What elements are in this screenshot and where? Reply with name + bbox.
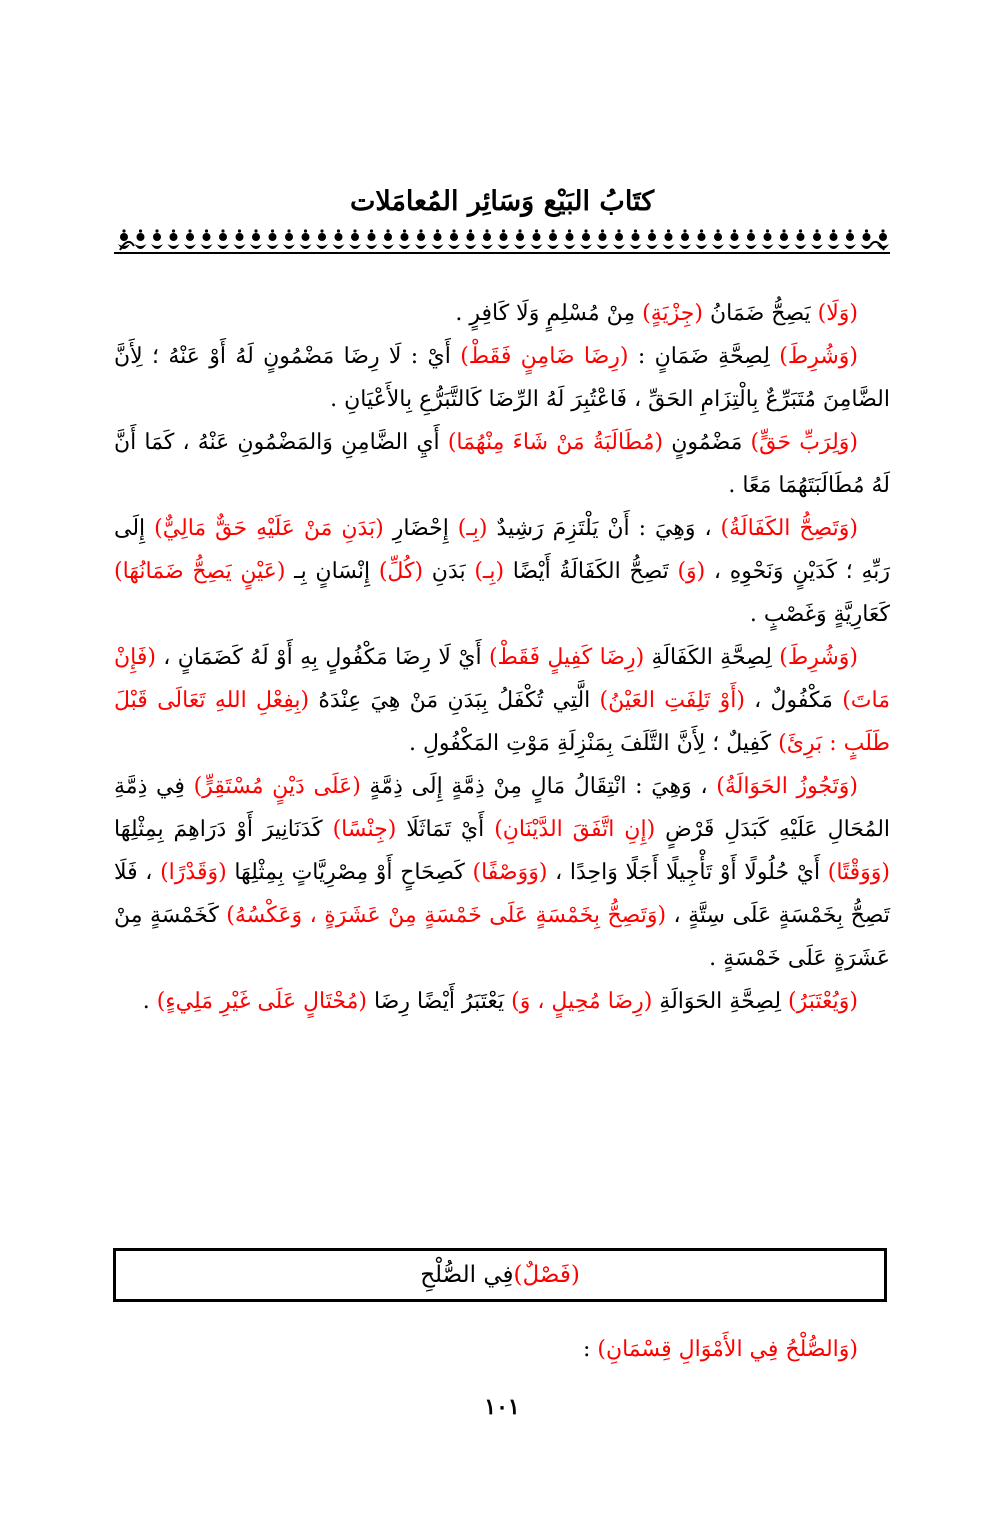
- sharh-text: تَصِحُّ الكَفَالَةُ أَيْضًا: [504, 559, 678, 584]
- sharh-text: ، وَهِيَ : انْتِقَالُ مَالٍ مِنْ ذِمَّةٍ إِلَى ذِمَّةٍ: [360, 774, 717, 799]
- matn-text: (وَتَصِحُّ الكَفَالَةُ): [720, 516, 858, 541]
- sharh-text: لِصِحَّةِ الكَفَالَةِ: [644, 645, 780, 670]
- matn-text: (مُطَالَبَةُ مَنْ شَاءَ مِنْهُمَا): [447, 430, 664, 455]
- matn-text: (وَيُعْتَبَرُ): [788, 989, 858, 1014]
- matn-text: (جِزْيَةٍ): [642, 301, 703, 326]
- book-title: كتَابُ البَيْع وَسَائِر المُعامَلات: [349, 186, 655, 217]
- matn-text: (فَإِنْ مَاتَ): [114, 645, 890, 713]
- matn-text: (وَلِرَبِّ حَقٍّ): [750, 430, 858, 455]
- matn-text: (وَقَدْرًا): [160, 860, 227, 885]
- paragraph: [114, 636, 890, 765]
- sharh-text: أَيْ لَا رِضَا مَكْفُولٍ بِهِ أَوْ لَهُ كَضَمَانٍ ،: [155, 645, 489, 670]
- sharh-text: لِصِحَّةِ الحَوَالَةِ: [652, 989, 789, 1014]
- matn-text: (جِنْسًا): [332, 817, 397, 842]
- sharh-text: بَدَنِ: [423, 559, 475, 584]
- sharh-text: كَدَنَانِيرَ أَوْ دَرَاهِمَ بِمِثْلِهَا: [114, 817, 333, 842]
- sharh-text: كَصِحَاحٍ أَوْ مِصْرِيَّاتٍ بِمِثْلِهَا: [226, 860, 473, 885]
- sharh-text: مَكْفُولٌ ،: [744, 688, 843, 713]
- sharh-text: أَيْ : لَا رِضَا مَضْمُونٍ لَهُ أَوْ عَنْهُ ؛ لِأَنَّ الضَّامِنَ مُتَبَرِّعٌ بِالْتِزَامِ الحَقِّ ، فَاعْتُبِرَ لَهُ الرِّضَا كَالتَّبَرُّعِ بِالأَعْيَانِ .: [114, 344, 890, 412]
- sharh-text: كَخَمْسَةٍ مِنْ عَشَرَةٍ عَلَى خَمْسَةٍ .: [114, 903, 890, 971]
- sharh-text: الَّتِي تُكْفَلُ بِبَدَنِ مَنْ هِيَ عِنْدَهُ: [309, 688, 600, 713]
- sharh-text: يَعْتَبَرُ أَيْضًا رِضَا: [366, 989, 512, 1014]
- section-heading-title: فِي الصُّلْحِ: [420, 1262, 514, 1288]
- sharh-text: إِنْسَانٍ بِـ: [285, 559, 379, 584]
- matn-text: (وَتَصِحُّ بِخَمْسَةٍ عَلَى خَمْسَةٍ مِنْ عَشَرَةٍ ، وَعَكْسُهُ): [226, 903, 667, 928]
- section-opening-text: :: [582, 1337, 598, 1362]
- sharh-text: أَيْ تَمَاثَلَا: [396, 817, 495, 842]
- sharh-text: مِنْ مُسْلِمٍ وَلَا كَافِرٍ .: [455, 301, 643, 326]
- matn-text: (إِنِ اتَّفَقَ الدَّيْنَانِ): [494, 817, 656, 842]
- sharh-text: أَيِ الضَّامِنِ وَالمَضْمُونِ عَنْهُ ، كَمَا أَنَّ لَهُ مُطَالَبَتَهُمَا مَعًا .: [114, 430, 890, 498]
- section-heading-label: (فَصْلٌ): [513, 1262, 580, 1288]
- sharh-text: إِحْضَارِ: [383, 516, 458, 541]
- matn-text: (بِفِعْلِ اللهِ تَعَالَى قَبْلَ طَلَبٍ : بَرِئَ): [114, 688, 890, 756]
- matn-text: (وَشُرِطَ): [779, 344, 858, 369]
- decorative-border-ornament: [114, 228, 890, 256]
- matn-text: (بَدَنِ مَنْ عَلَيْهِ حَقٌّ مَالِيٌّ): [154, 516, 384, 541]
- sharh-text: لِصِحَّةِ ضَمَانٍ :: [628, 344, 780, 369]
- body-text: [114, 292, 890, 1023]
- matn-text: (مُحْتَالٍ عَلَى غَيْرِ مَلِيءٍ): [156, 989, 367, 1014]
- matn-text: (كُلِّ): [378, 559, 424, 584]
- paragraph: [114, 335, 890, 421]
- sharh-text: ، وَهِيَ : أَنْ يَلْتَزِمَ رَشِيدٌ: [487, 516, 721, 541]
- section-opening-emphasis: (وَالصُّلْحُ فِي الأَمْوَالِ قِسْمَانِ): [597, 1337, 858, 1362]
- matn-text: (رِضَا مُحِيلٍ ، وَ): [511, 989, 653, 1014]
- paragraph: [114, 421, 890, 507]
- matn-text: (عَيْنٍ يَصِحُّ ضَمَانُهَا): [114, 559, 286, 584]
- matn-text: (بِـ): [457, 516, 488, 541]
- sharh-text: .: [142, 989, 157, 1014]
- sharh-text: أَيْ حُلُولًا أَوْ تَأْجِيلًا أَجَلًا وَاحِدًا ،: [547, 860, 828, 885]
- sharh-text: إِلَى رَبِّهِ ؛ كَدَيْنٍ وَنَحْوِهِ ،: [114, 516, 890, 584]
- paragraph: [114, 980, 890, 1023]
- sharh-text: كَفِيلٌ ؛ لِأَنَّ التَّلَفَ بِمَنْزِلَةِ مَوْتِ المَكْفُولِ .: [408, 731, 779, 756]
- matn-text: (بِـ): [474, 559, 505, 584]
- sharh-text: مَضْمُونٍ: [663, 430, 751, 455]
- sharh-text: ، فَلَا تَصِحُّ بِخَمْسَةٍ عَلَى سِتَّةٍ ،: [114, 860, 890, 928]
- section-opening-line: [114, 1328, 890, 1371]
- paragraph: [114, 507, 890, 636]
- matn-text: (وَشُرِطَ): [779, 645, 858, 670]
- page-number: ١٠١: [484, 1394, 520, 1420]
- section-heading-box: [113, 1248, 887, 1302]
- paragraph: [114, 292, 890, 335]
- matn-text: (رِضَا كَفِيلٍ فَقَطْ): [488, 645, 645, 670]
- sharh-text: فِي ذِمَّةِ المُحَالِ عَلَيْهِ كَبَدَلِ قَرْضٍ: [114, 774, 891, 842]
- paragraph: [114, 765, 890, 980]
- sharh-text: يَصِحُّ ضَمَانُ: [703, 301, 811, 326]
- matn-text: (وَوَصْفًا): [472, 860, 548, 885]
- matn-text: (وَتَجُوزُ الحَوَالَةُ): [716, 774, 859, 799]
- matn-text: (وَوَقْتًا): [827, 860, 891, 885]
- matn-text: (وَ): [677, 559, 706, 584]
- matn-text: (أَوْ تَلِفَتِ العَيْنُ): [599, 688, 745, 713]
- matn-text: (وَلَا): [810, 301, 858, 326]
- sharh-text: كَعَارِيَّةٍ وَغَصْبٍ .: [749, 602, 890, 627]
- matn-text: (رِضَا ضَامِنٍ فَقَطْ): [460, 344, 629, 369]
- matn-text: (عَلَى دَيْنٍ مُسْتَقِرٍّ): [193, 774, 361, 799]
